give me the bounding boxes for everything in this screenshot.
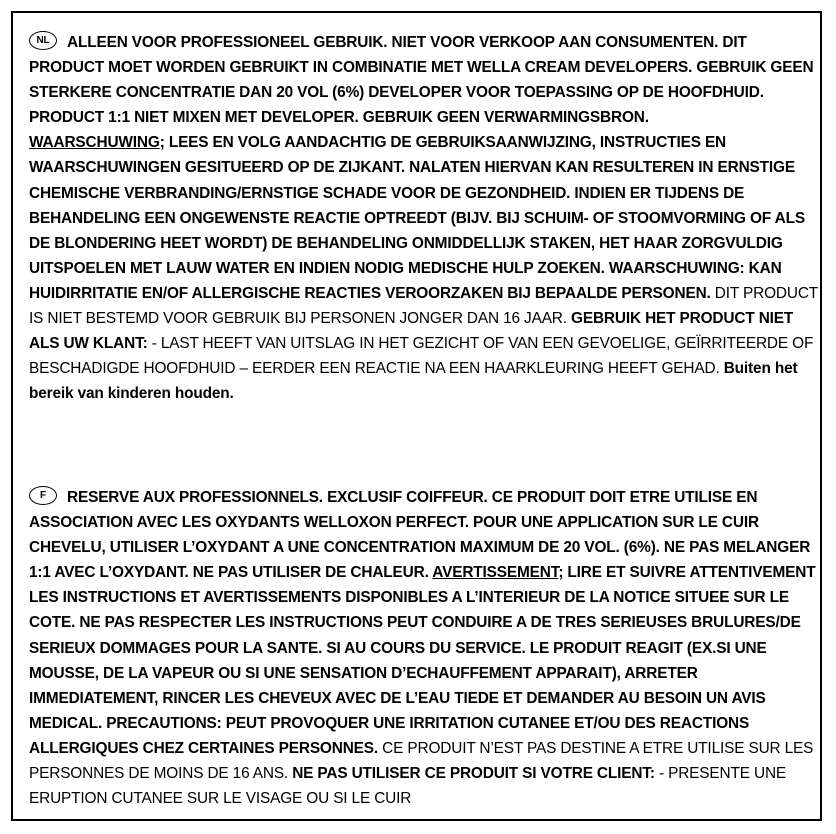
french-warning-text bbox=[29, 485, 819, 811]
nl-language-badge: NL bbox=[29, 31, 57, 50]
f-language-badge: F bbox=[29, 486, 57, 505]
nl-professional-use-text: ALLEEN VOOR PROFESSIONEEL GEBRUIK. NIET VOOR VERKOOP AAN CONSUMENTEN. DIT PRODUCT MOET WORDEN GEBRUIKT IN COMBINATIE MET WELLA CREAM DEVELOPERS. GEBRUIK GEEN STERKERE CONCENTRATIE DAN 20 VOL (6%) DEVELOPER VOOR TOEPASSING OP DE HOOFDHUID. PRODUCT 1:1 NIET MIXEN MET DEVELOPER. GEBRUIK GEEN VERWARMINGSBRON. bbox=[29, 34, 814, 127]
fr-do-not-use-conditions: - PRESENTE UNE ERUPTION CUTANEE SUR LE VISAGE OU SI LE CUIR bbox=[29, 765, 787, 808]
fr-warning-word: AVERTISSEMENT bbox=[432, 564, 559, 582]
nl-warning-word: WAARSCHUWING bbox=[29, 134, 160, 152]
nl-warning-text: ; LEES EN VOLG AANDACHTIG DE GEBRUIKSAANWIJZING, INSTRUCTIES EN WAARSCHUWINGEN GESITUEERD OP DE ZIJKANT. NALATEN HIERVAN KAN RESULTEREN IN ERNSTIGE CHEMISCHE VERBRANDING/ERNSTIGE SCHADE VOOR DE GEZONDHEID. INDIEN ER TIJDENS DE BEHANDELING EEN ONGEWENSTE REACTIE OPTREEDT (BIJV. BIJ SCHUIM- OF STOOMVORMING OF ALS DE BLONDERING HEET WORDT) DE BEHANDELING ONMIDDELLIJK STAKEN, HET HAAR ZORGVULDIG UITSPOELEN MET LAUW WATER EN INDIEN NODIG MEDISCHE HULP ZOEKEN. WAARSCHUWING: KAN HUIDIRRITATIE EN/OF ALLERGISCHE REACTIES VEROORZAKEN BIJ BEPAALDE PERSONEN. bbox=[29, 134, 805, 302]
nl-keep-away-text: Buiten het bereik van kinderen houden. bbox=[29, 360, 798, 403]
fr-age-restriction-text: CE PRODUIT N’EST PAS DESTINE A ETRE UTILISE SUR LES PERSONNES DE MOINS DE 16 ANS. bbox=[29, 739, 814, 783]
fr-warning-text: ; LIRE ET SUIVRE ATTENTIVEMENT LES INSTRUCTIONS ET AVERTISSEMENTS DISPONIBLES A L’INTERIEUR DE LA NOTICE SITUEE SUR LE COTE. NE PAS RESPECTER LES INSTRUCTIONS PEUT CONDUIRE A DE TRES SERIEUSES BRULURES/DE SERIEUX DOMMAGES POUR LA SANTE. SI AU COURS DU SERVICE. LE PRODUIT REAGIT (EX.SI UNE MOUSSE, DE LA VAPEUR OU SI UNE SENSATION D’ECHAUFFEMENT APPARAIT), ARRETER IMMEDIATEMENT, RINCER LES CHEVEUX AVEC DE L’EAU TIEDE ET DEMANDER AU BESOIN UN AVIS MEDICAL. PRECAUTIONS: PEUT PROVOQUER UNE IRRITATION CUTANEE ET/OU DES REACTIONS ALLERGIQUES CHEZ CERTAINES PERSONNES. bbox=[29, 564, 816, 757]
dutch-warning-text bbox=[29, 30, 819, 406]
fr-professional-use-text: RESERVE AUX PROFESSIONNELS. EXCLUSIF COIFFEUR. CE PRODUIT DOIT ETRE UTILISE EN ASSOCIATION AVEC LES OXYDANTS WELLOXON PERFECT. POUR UNE APPLICATION SUR LE CUIR CHEVELU, UTILISER L’OXYDANT A UNE CONCENTRATION MAXIMUM DE 20 VOL. (6%). NE PAS MELANGER 1:1 AVEC L’OXYDANT. NE PAS UTILISER DE CHALEUR. bbox=[29, 489, 811, 582]
label-frame bbox=[11, 11, 822, 821]
nl-do-not-use-heading: GEBRUIK HET PRODUCT NIET ALS UW KLANT: bbox=[29, 310, 794, 353]
nl-do-not-use-conditions: - LAST HEEFT VAN UITSLAG IN HET GEZICHT OF VAN EEN GEVOELIGE, GEÏRRITEERDE OF BESCHADIGDE HOOFDHUID – EERDER EEN REACTIE NA EEN HAARKLEURING HEEFT GEHAD. bbox=[29, 335, 814, 378]
nl-age-restriction-text: DIT PRODUCT IS NIET BESTEMD VOOR GEBRUIK BIJ PERSONEN JONGER DAN 16 JAAR. bbox=[29, 284, 818, 328]
fr-do-not-use-heading: NE PAS UTILISER CE PRODUIT SI VOTRE CLIENT: bbox=[292, 765, 655, 783]
